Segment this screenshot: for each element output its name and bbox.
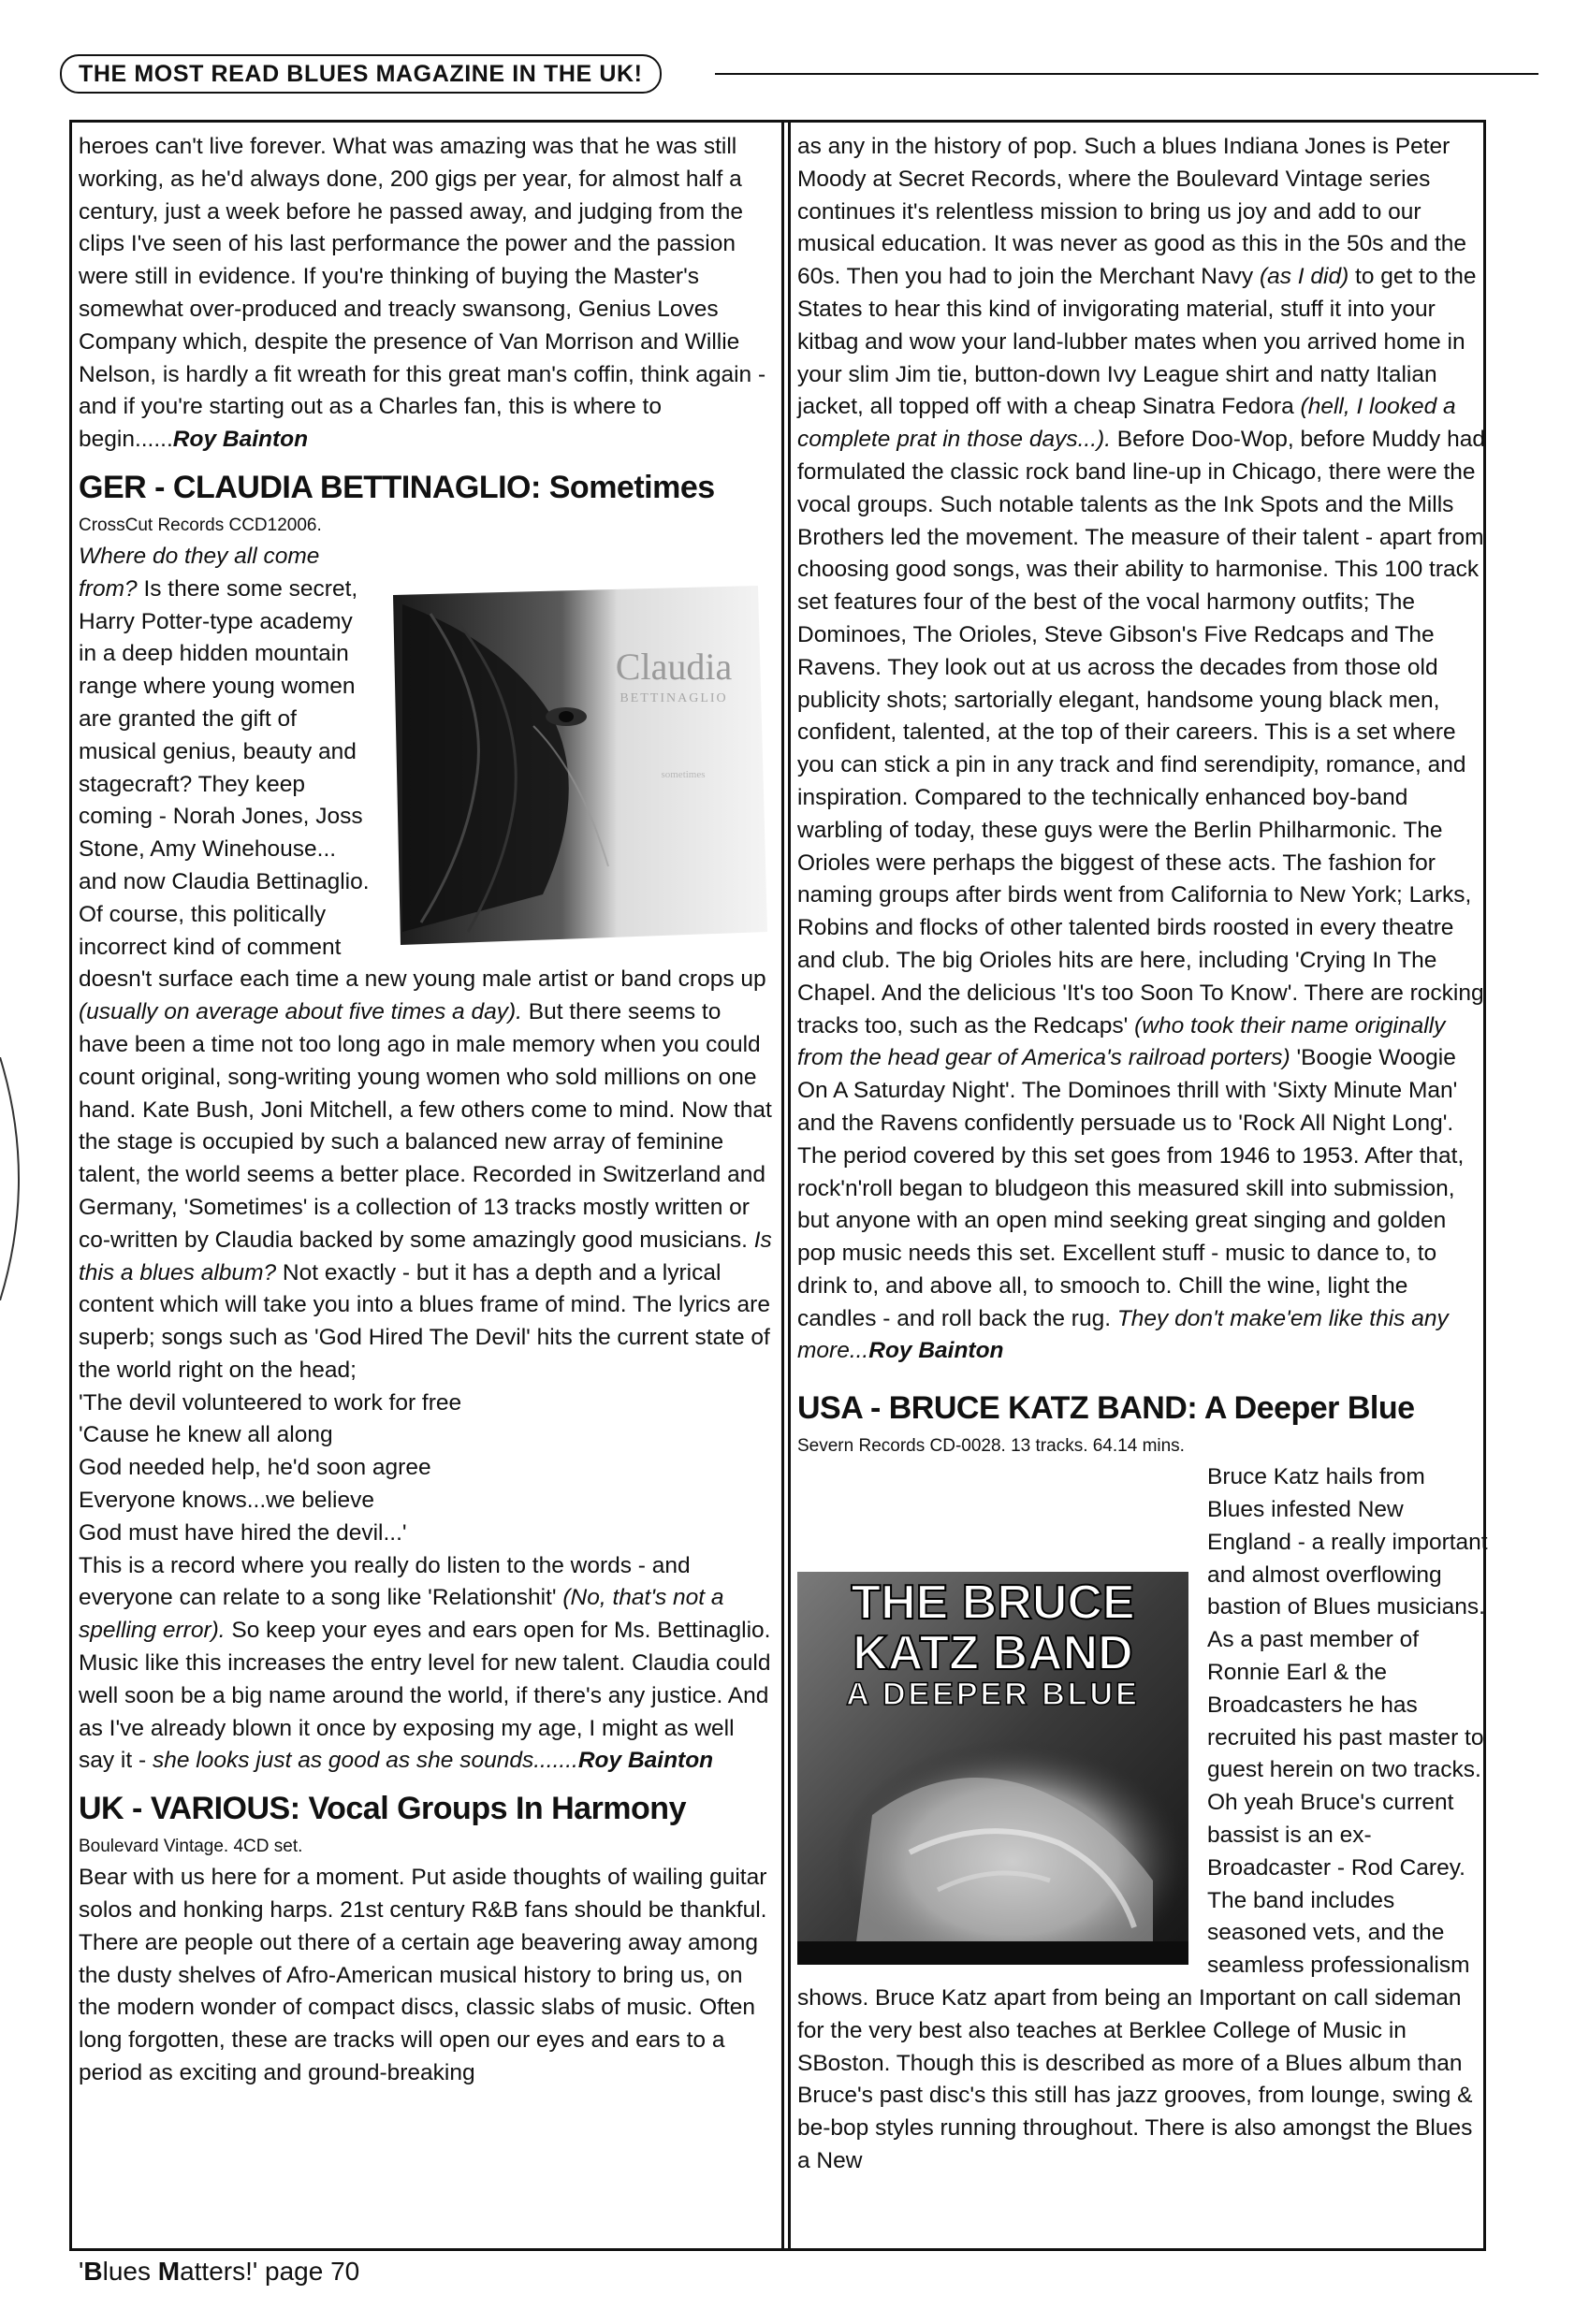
- intro-signature: Roy Bainton: [172, 427, 309, 453]
- label-line-various: Boulevard Vintage. 4CD set.: [79, 1837, 303, 1857]
- review-body-claudia: Claudia BETTINAGLIO sometimes Where do they all come from? Is there some secret, Harry Potter-type academy in a deep hidden mountain range where young women are granted the gift of musical genius, beauty and stagecraft? They keep coming - Norah Jones, Joss Stone, Amy Winehouse... and now Claudia Bettinaglio. Of course, this politically incorrect kind of comment doesn't surface each time a new young male artist or band crops up (usually on average about five times a day). But there seems to have been a time not too long ago in male memory when you could count original, song-writing young women who sold millions on one hand. Kate Bush, Joni Mitchell, a few others come to mind. Now that the stage is occupied by such a balanced new array of feminine talent, the world seems a better place. Recorded in Switzerland and Germany, 'Sometimes' is a collection of 13 tracks mostly written or co-written by Claudia backed by some amazingly good musicians. Is this a blues album? Not exactly - but it has a depth and a lyrical content which will take you into a blues frame of mind. The lyrics are superb; songs such as 'God Hired The Devil' hits the current state of the world right on the head;: [79, 543, 772, 1383]
- lyric-line: God must have hired the devil...': [79, 1519, 407, 1546]
- page-footer: 'Blues Matters!' page 70: [79, 2257, 360, 2286]
- review-title-various: UK - VARIOUS: Vocal Groups In Harmony: [79, 1791, 686, 1827]
- page-number: page 70: [257, 2257, 360, 2286]
- masthead-tagline: THE MOST READ BLUES MAGAZINE IN THE UK!: [60, 54, 662, 94]
- right-column: [797, 131, 1488, 2178]
- katz-cover-line3: A DEEPER BLUE: [846, 1677, 1140, 1713]
- review-title-katz: USA - BRUCE KATZ BAND: A Deeper Blue: [797, 1390, 1415, 1427]
- claudia-cover-art: [393, 586, 767, 945]
- claudia-cover-small: sometimes: [661, 768, 706, 780]
- lyric-line: Everyone knows...we believe: [79, 1488, 374, 1514]
- vocal-groups-signature: Roy Bainton: [868, 1338, 1004, 1364]
- katz-cover-line1: THE BRUCE: [851, 1576, 1135, 1631]
- claudia-signature: Roy Bainton: [577, 1748, 714, 1774]
- album-cover-bruce-katz: [797, 1572, 1188, 1965]
- lyric-line: God needed help, he'd soon agree: [79, 1455, 431, 1481]
- margin-arc: [0, 1057, 37, 1300]
- review-body-claudia-2: This is a record where you really do listen to the words - and everyone can relate to a song like 'Relationshit' (No, that's not a spelling error). So keep your eyes and ears open for Ms. Bettinaglio. Music like this increases the entry level for new talent. Claudia could well soon be a big name around the world, if there's any justice. And as I've already blown it once by exposing my age, I might as well say it - she looks just as good as she sounds.......Roy Bainton: [79, 1552, 771, 1774]
- left-column: [79, 131, 773, 2090]
- label-line-claudia: CrossCut Records CCD12006.: [79, 515, 322, 535]
- column-divider: [781, 120, 791, 2251]
- claudia-cover-name: Claudia: [615, 645, 733, 688]
- bruce-katz-cover-art: [797, 1572, 1188, 1965]
- review-title-claudia: GER - CLAUDIA BETTINAGLIO: Sometimes: [79, 469, 715, 505]
- review-body-various: Bear with us here for a moment. Put aside thoughts of wailing guitar solos and honking harps. 21st century R&B fans should be thankful. There are people out there of a certain age beavering away among the dusty shelves of Afro-American musical history to bring us, on the modern wonder of compact discs, classic slabs of music. Often long forgotten, these are tracks will open our eyes and ears to a period as exciting and ground-breaking: [79, 1865, 767, 2086]
- review-body-katz: Bruce Katz hails from Blues infested New England - a really important and almost overflowing bastion of Blues musicians. As a past member of Ronnie Earl & the Broadcasters he has recruited his past master to guest herein on two tracks. Oh yeah Bruce's current bassist is an ex-Broadcaster - Rod Carey. The band includes seasoned vets, and the seamless professionalism shows. Bruce Katz apart from being an Important on call sideman for the very best also teaches at Berklee College of Music in SBoston. Though this is described as more of a Blues album than Bruce's past disc's this still has jazz grooves, from lounge, swing & be-bop styles running throughout. There is also amongst the Blues a New: [797, 1464, 1488, 2174]
- lyric-line: 'The devil volunteered to work for free: [79, 1389, 462, 1416]
- masthead: [60, 52, 1538, 94]
- lyric-line: 'Cause he knew all along: [79, 1422, 333, 1448]
- vocal-groups-continued: as any in the history of pop. Such a blues Indiana Jones is Peter Moody at Secret Records, where the Boulevard Vintage series continues it's relentless mission to bring us joy and add to our musical education. It was never as good as this in the 50s and the 60s. Then you had to join the Merchant Navy (as I did) to get to the States to hear this kind of invigorating material, stuff it into your kitbag and wow your land-lubber mates when you arrived home in your slim Jim tie, button-down Ivy League shirt and natty Italian jacket, all topped off with a cheap Sinatra Fedora (hell, I looked a complete prat in those days...). Before Doo-Wop, before Muddy had formulated the classic rock band line-up in Chicago, there were the vocal groups. Such notable talents as the Ink Spots and the Mills Brothers led the movement. The measure of their talent - apart from choosing good songs, was their ability to harmonise. This 100 track set features four of the best of the vocal harmony outfits; The Dominoes, The Orioles, Steve Gibson's Five Redcaps and The Ravens. They look out at us across the decades from those old publicity shots; sartorially elegant, handsome young black men, confident, talented, at the top of their careers. This is a set where you can stick a pin in any track and find serendipity, romance, and inspiration. Compared to the technically enhanced boy-band warbling of today, these guys were the Berlin Philharmonic. The Orioles were perhaps the biggest of these acts. The fashion for naming groups after birds went from California to New York; Larks, Robins and flocks of other talented birds roosted in every theatre and club. The big Orioles hits are here, including 'Crying In The Chapel. And the delicious 'It's too Soon To Know'. There are rocking tracks too, such as the Redcaps' (who took their name originally from the head gear of America's railroad porters) 'Boogie Woogie On A Saturday Night'. The Dominoes thrill with 'Sixty Minute Man' and the Ravens confidently persuade us to 'Rock All Night Long'. The period covered by this set goes from 1946 to 1953. After that, rock'n'roll began to bludgeon this measured skill into submission, but anyone with an open mind seeking great singing and golden pop music needs this set. Excellent stuff - music to dance to, to drink to, and above all, to smooch to. Chill the wine, light the candles - and roll back the rug. They don't make'em like this any more...Roy Bainton: [797, 134, 1485, 1364]
- claudia-cover-surname: BETTINAGLIO: [620, 690, 728, 705]
- katz-cover-line2: KATZ BAND: [853, 1626, 1133, 1681]
- label-line-katz: Severn Records CD-0028. 13 tracks. 64.14 mins.: [797, 1436, 1185, 1457]
- album-cover-claudia: [393, 586, 767, 945]
- masthead-rule: [715, 73, 1538, 75]
- intro-paragraph: heroes can't live forever. What was amazing was that he was still working, as he'd always done, 200 gigs per year, for almost half a century, just a week before he passed away, and judging from the clips I've seen of his last performance the power and the passion were still in evidence. If you're thinking of buying the Master's somewhat over-produced and treacly swansong, Genius Loves Company which, despite the presence of Van Morrison and Willie Nelson, is hardly a fit wreath for this great man's coffin, think again - and if you're starting out as a Charles fan, this is where to begin......Roy Bainton: [79, 134, 766, 453]
